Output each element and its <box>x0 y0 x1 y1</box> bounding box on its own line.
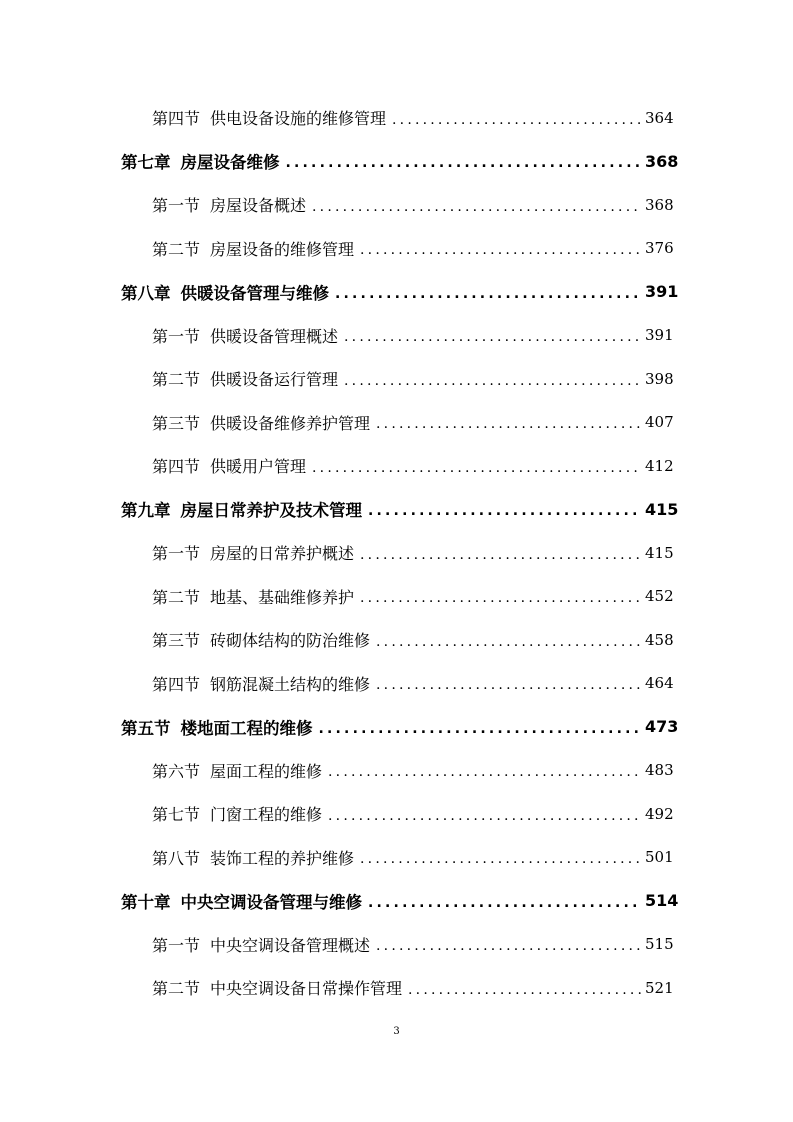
dot-leader <box>368 895 641 911</box>
dot-leader <box>360 590 641 606</box>
toc-entry-label <box>152 411 370 434</box>
dot-leader <box>360 547 641 563</box>
toc-entry-label <box>152 193 306 216</box>
toc-entry-number: 第一节 <box>152 326 201 346</box>
toc-entry-title: 中央空调设备日常操作管理 <box>210 979 403 999</box>
toc-entry-title: 中央空调设备管理与维修 <box>180 892 362 912</box>
toc-entry-title: 供暖用户管理 <box>210 457 307 477</box>
toc-entry-title: 供暖设备运行管理 <box>210 370 339 390</box>
dot-leader <box>312 199 641 215</box>
toc-entry-number: 第一节 <box>152 196 201 216</box>
toc-section-entry[interactable] <box>0 183 793 227</box>
toc-page-number: 492 <box>645 804 674 823</box>
dot-leader <box>376 416 641 432</box>
toc-section-entry[interactable] <box>0 749 793 793</box>
toc-entry-label <box>152 976 402 999</box>
dot-leader <box>376 938 641 954</box>
toc-page-number: 515 <box>645 935 674 954</box>
dot-leader <box>286 155 642 171</box>
toc-page-number: 412 <box>645 456 674 475</box>
toc-entry-number: 第一节 <box>152 935 201 955</box>
toc-entry-number: 第七节 <box>152 805 201 825</box>
toc-section-entry[interactable] <box>0 575 793 619</box>
toc-entry-label <box>152 759 322 782</box>
toc-entry-title: 地基、基础维修养护 <box>210 587 355 607</box>
toc-entry-number: 第四节 <box>152 457 201 477</box>
toc-page-number: 391 <box>645 326 674 345</box>
toc-page-number: 391 <box>645 282 679 302</box>
dot-leader <box>328 808 641 824</box>
toc-entry-number: 第二节 <box>152 370 201 390</box>
toc-page-number: 464 <box>645 674 674 693</box>
toc-entry-number: 第二节 <box>152 239 201 259</box>
toc-entry-label <box>152 933 370 956</box>
toc-section-entry[interactable] <box>0 531 793 575</box>
toc-entry-number: 第十章 <box>121 892 171 912</box>
toc-entry-label <box>152 106 386 129</box>
toc-page-number: 415 <box>645 499 679 519</box>
dot-leader <box>319 721 642 737</box>
toc-entry-number: 第四节 <box>152 109 201 129</box>
toc-entry-label <box>152 324 338 347</box>
toc-entry-number: 第六节 <box>152 761 201 781</box>
toc-entry-number: 第八节 <box>152 848 201 868</box>
toc-entry-title: 房屋设备的维修管理 <box>210 239 355 259</box>
dot-leader <box>368 503 641 519</box>
dot-leader <box>312 460 641 476</box>
toc-entry-label <box>152 585 354 608</box>
toc-chapter-entry[interactable] <box>0 140 793 184</box>
dot-leader <box>344 373 641 389</box>
toc-entry-title: 屋面工程的维修 <box>210 761 323 781</box>
toc-page-number: 452 <box>645 587 674 606</box>
toc-entry-title: 房屋设备维修 <box>180 153 280 173</box>
toc-entry-label <box>121 149 280 173</box>
dot-leader <box>335 286 641 302</box>
page-number: 3 <box>393 1026 400 1037</box>
toc-entry-number: 第一节 <box>152 544 201 564</box>
toc-entry-number: 第四节 <box>152 674 201 694</box>
toc-entry-number: 第八章 <box>121 283 171 303</box>
toc-section-entry[interactable] <box>0 792 793 836</box>
toc-section-entry[interactable] <box>0 923 793 967</box>
toc-entry-number: 第三节 <box>152 413 201 433</box>
toc-page-number: 473 <box>645 717 679 737</box>
toc-section-entry[interactable] <box>0 836 793 880</box>
toc-entry-title: 砖砌体结构的防治维修 <box>210 631 371 651</box>
toc-entry-title: 房屋的日常养护概述 <box>210 544 355 564</box>
toc-page-number: 514 <box>645 891 679 911</box>
toc-entry-title: 供暖设备维修养护管理 <box>210 413 371 433</box>
toc-section-entry[interactable] <box>0 966 793 1010</box>
toc-entry-label <box>152 367 338 390</box>
toc-entry-title: 门窗工程的维修 <box>210 805 323 825</box>
toc-section-entry[interactable] <box>0 314 793 358</box>
toc-entry-label <box>152 628 370 651</box>
toc-page-number: 398 <box>645 369 674 388</box>
toc-entry-title: 供暖设备管理概述 <box>210 326 339 346</box>
toc-entry-title: 供电设备设施的维修管理 <box>210 109 387 129</box>
toc-page-number: 415 <box>645 543 674 562</box>
toc-page-number: 483 <box>645 761 674 780</box>
toc-section-entry[interactable] <box>0 444 793 488</box>
toc-entry-number: 第二节 <box>152 587 201 607</box>
toc-page-number: 407 <box>645 413 674 432</box>
toc-page-number: 364 <box>645 108 674 127</box>
toc-entry-label <box>152 541 354 564</box>
table-of-contents <box>0 96 793 1010</box>
toc-entry-label <box>152 672 370 695</box>
toc-entry-label <box>152 846 354 869</box>
toc-entry-number: 第二节 <box>152 979 201 999</box>
toc-entry-title: 中央空调设备管理概述 <box>210 935 371 955</box>
toc-entry-title: 楼地面工程的维修 <box>180 718 313 738</box>
dot-leader <box>408 982 641 998</box>
toc-entry-number: 第九章 <box>121 501 171 521</box>
toc-entry-label <box>121 280 329 304</box>
toc-chapter-entry[interactable] <box>0 270 793 314</box>
toc-section-entry[interactable] <box>0 401 793 445</box>
toc-chapter-entry[interactable] <box>0 705 793 749</box>
toc-section-entry[interactable] <box>0 96 793 140</box>
dot-leader <box>360 851 641 867</box>
toc-page-number: 501 <box>645 848 674 867</box>
toc-entry-label <box>152 802 322 825</box>
toc-section-entry[interactable] <box>0 227 793 271</box>
dot-leader <box>344 329 641 345</box>
toc-entry-title: 供暖设备管理与维修 <box>180 283 329 303</box>
dot-leader <box>392 112 641 128</box>
toc-entry-label <box>121 715 313 739</box>
toc-entry-label <box>152 454 306 477</box>
toc-entry-title: 房屋设备概述 <box>210 196 307 216</box>
toc-section-entry[interactable] <box>0 662 793 706</box>
dot-leader <box>376 634 641 650</box>
toc-entry-label <box>121 497 362 521</box>
toc-page-number: 368 <box>645 151 679 171</box>
toc-page-number: 458 <box>645 630 674 649</box>
toc-page-number: 368 <box>645 195 674 214</box>
toc-entry-title: 钢筋混凝土结构的维修 <box>210 674 371 694</box>
toc-entry-number: 第三节 <box>152 631 201 651</box>
toc-entry-title: 装饰工程的养护维修 <box>210 848 355 868</box>
dot-leader <box>376 677 641 693</box>
toc-page-number: 376 <box>645 239 674 258</box>
toc-entry-title: 房屋日常养护及技术管理 <box>180 501 362 521</box>
toc-entry-number: 第五节 <box>121 718 171 738</box>
toc-page-number: 521 <box>645 978 674 997</box>
toc-chapter-entry[interactable] <box>0 879 793 923</box>
toc-entry-number: 第七章 <box>121 153 171 173</box>
toc-section-entry[interactable] <box>0 618 793 662</box>
dot-leader <box>328 764 641 780</box>
toc-entry-label <box>152 237 354 260</box>
toc-section-entry[interactable] <box>0 357 793 401</box>
toc-chapter-entry[interactable] <box>0 488 793 532</box>
toc-entry-label <box>121 889 362 913</box>
dot-leader <box>360 242 641 258</box>
